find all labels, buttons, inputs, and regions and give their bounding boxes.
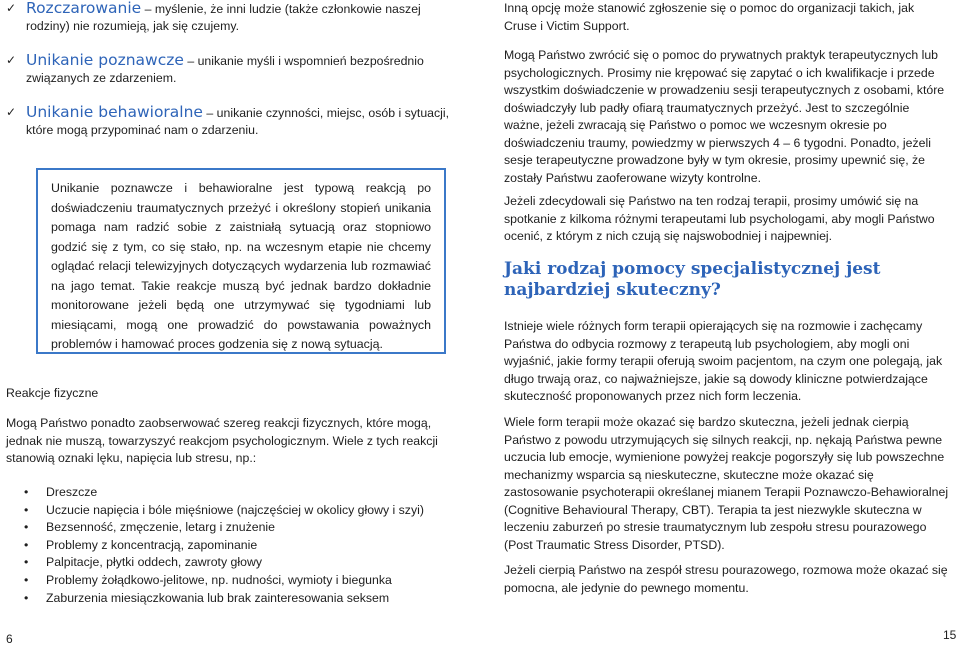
list-item: • Problemy żołądkowo-jelitowe, np. nudności, wymioty i biegunka	[24, 572, 424, 590]
page-number-left: 6	[6, 632, 13, 646]
checkmark-icon: ✓	[6, 105, 17, 119]
page-number-right: 15	[943, 628, 957, 642]
section-heading: Jaki rodzaj pomocy specjalistycznej jest najbardziej skuteczny?	[504, 259, 881, 300]
symptom-list	[24, 484, 424, 607]
list-item: • Problemy z koncentracją, zapominanie	[24, 537, 424, 555]
term-label: Rozczarowanie	[26, 0, 142, 17]
list-item: • Bezsenność, zmęczenie, letarg i znużenie	[24, 519, 424, 537]
term-description: – unikanie czynności, miejsc, osób i sytuacji, które mogą przypominać nam o zdarzeniu.	[26, 106, 450, 137]
bullet-icon: •	[24, 555, 29, 570]
term-description: – unikanie myśli i wspomnień bezpośrednio związanych ze zdarzeniem.	[26, 54, 424, 85]
section-heading-physical-reactions: Reakcje fizyczne	[6, 386, 99, 400]
checklist-item-unikanie-poznawcze	[6, 52, 466, 87]
paragraph: Mogą Państwo zwrócić się o pomoc do prywatnych praktyk terapeutycznych lub psychologicznych. Prosimy nie krępować się zapytać o ich kwalifikacje i przede wszystkim doświadczenie w prowadzeniu sesji terapeutycznych z osobami, które doświadczyły lub padły ofiarą traumatycznych przeżyć. Jest to szczególnie ważne, jeżeli zwracają się Państwo o pomoc we wczesnym okresie po doświadczeniu traumy, powiedzmy w pierwszych 4 – 6 tygodni. Ponadto, jeżeli sesje terapeutyczne prowadzone były w tym okresie, prosimy upewnić się, że zostały Państwu zaoferowane wizyty kontrolne.	[504, 48, 945, 185]
list-item: • Dreszcze	[24, 484, 424, 502]
bullet-icon: •	[24, 502, 29, 517]
checklist-item-unikanie-behawioralne	[6, 104, 466, 139]
checkmark-icon: ✓	[6, 53, 17, 67]
term-label: Unikanie behawioralne	[26, 103, 203, 121]
physical-reactions-intro: Mogą Państwo ponadto zaobserwować szereg reakcji fizycznych, które mogą, jednak nie muszą, towarzyszyć reakcjom psychologicznym. Wiele z tych reakcji stanowią oznaki lęku, napięcia lub stresu, np.:	[6, 416, 438, 465]
list-item: • Uczucie napięcia i bóle mięśniowe (najczęściej w okolicy głowy i szyi)	[24, 502, 424, 520]
paragraph: Jeżeli zdecydowali się Państwo na ten rodzaj terapii, prosimy umówić się na spotkanie z kilkoma różnymi terapeutami lub psychologami, aby mogli Państwo ocenić, z którym z nich czują się najswobodniej i najpewniej.	[504, 194, 935, 243]
bullet-icon: •	[24, 485, 29, 499]
list-item: • Zaburzenia miesiączkowania lub brak zainteresowania seksem	[24, 590, 424, 608]
paragraph: Istnieje wiele różnych form terapii opierających się na rozmowie i zachęcamy Państwa do odbycia rozmowy z terapeutą lub psychologiem, aby mogli oni wyjaśnić, jakie formy terapii oferują swoim pacjentom, na czym one polegają, jak długo trwają oraz, co najważniejsze, jakie są dowody kliniczne potwierdzające skuteczność proponowanych przez nich form leczenia.	[504, 319, 943, 403]
checkmark-icon: ✓	[6, 1, 17, 15]
bullet-icon: •	[24, 590, 29, 605]
paragraph: Jeżeli cierpią Państwo na zespół stresu pourazowego, rozmowa może okazać się pomocna, ale jedynie do pewnego momentu.	[504, 563, 948, 595]
bullet-icon: •	[24, 537, 29, 552]
info-box: Unikanie poznawcze i behawioralne jest typową reakcją po doświadczeniu traumatycznych przeżyć i określony stopień unikania pomaga nam radzić sobie z zaistniałą sytuacją oraz stopniowo godzić się z tym, co się stało, np. na wczesnym etapie nie chcemy oglądać relacji telewizyjnych dotyczących wydarzenia lub rozmawiać na jago temat. Takie reakcje muszą być jednak bardzo dokładnie monitorowane jeżeli będą one utrzymywać się tygodniami lub miesiącami, mogą one prowadzić do powstawania poważnych problemów i hamować proces godzenia się z nową sytuacją.	[36, 168, 446, 354]
bullet-icon: •	[24, 572, 29, 587]
list-item: • Palpitacje, płytki oddech, zawroty głowy	[24, 554, 424, 572]
paragraph: Wiele form terapii może okazać się bardzo skuteczna, jeżeli jednak cierpią Państwo z powodu utrzymujących się silnych reakcji, np. nękają Państwa pewne uczucia lub emocje, wymienione powyżej reakcje pogorszyły się lub powszechne mechanizmy wsparcia są nieskuteczne, skuteczne może okazać się zastosowanie psychoterapii określanej mianem Terapii Poznawczo-Behawioralnej (Cognitive Behavioural Therapy, CBT). Terapia ta jest niezwykle skuteczna w leczeniu zaburzeń po stresie traumatycznym lub zespołu stresu pourazowego (Post Traumatic Stress Disorder, PTSD).	[504, 415, 949, 552]
checklist-item-rozczarowanie	[6, 0, 466, 35]
paragraph: Inną opcję może stanowić zgłoszenie się o pomoc do organizacji takich, jak Cruse i Victim Support.	[504, 1, 915, 33]
term-label: Unikanie poznawcze	[26, 51, 184, 69]
bullet-icon: •	[24, 520, 29, 535]
term-description: – myślenie, że inni ludzie (także członkowie naszej rodziny) nie rozumieją, jak się czujemy.	[26, 2, 421, 33]
